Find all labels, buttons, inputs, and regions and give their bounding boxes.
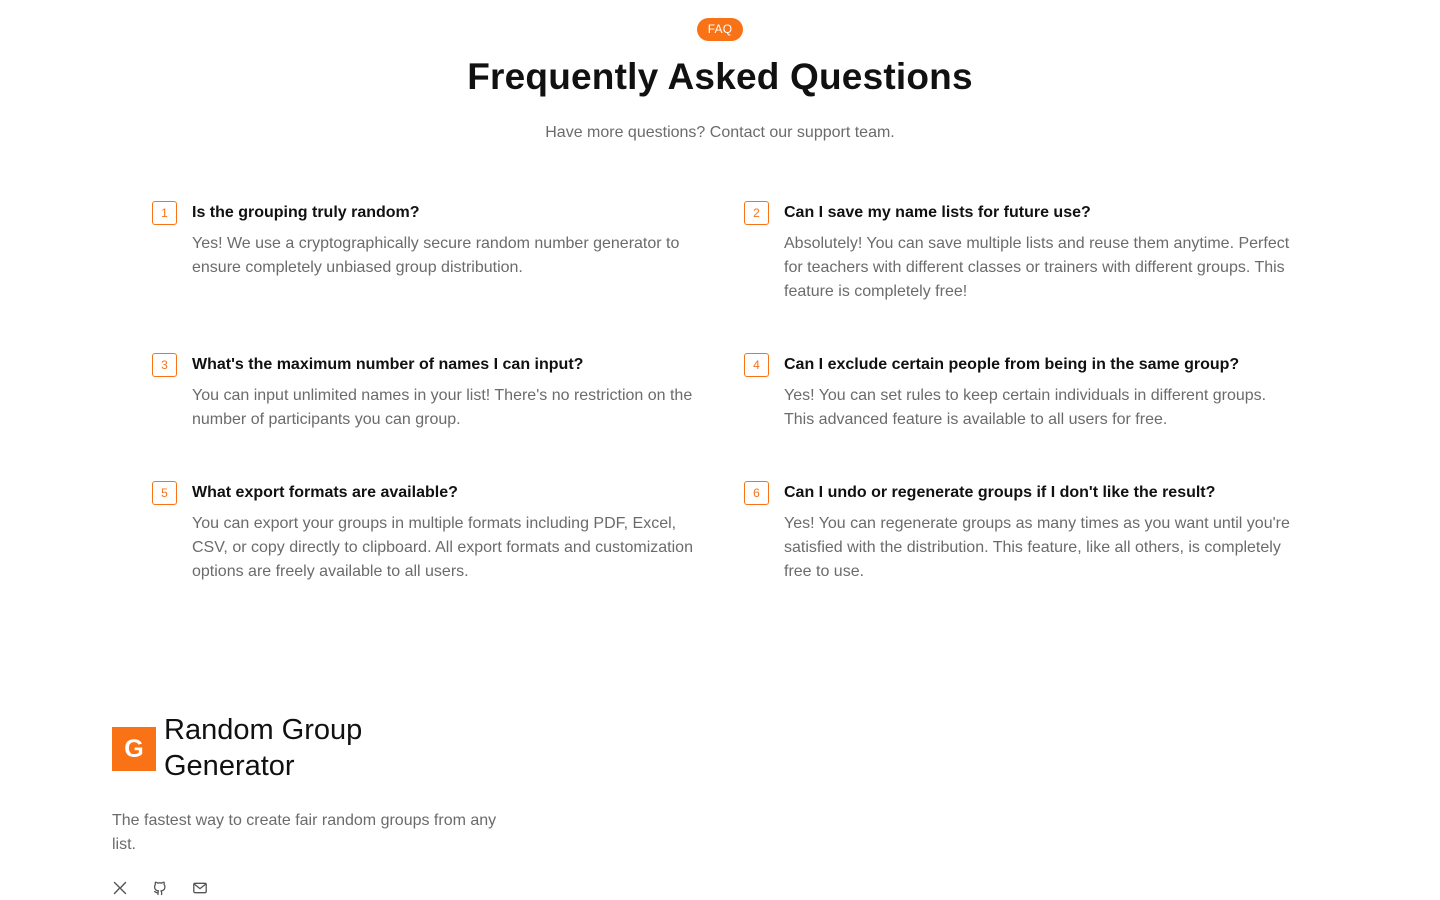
faq-question: Can I undo or regenerate groups if I don't like the result? [784,484,1216,501]
logo[interactable]: G [112,727,156,771]
faq-number-badge: 4 [744,353,769,377]
footer-tagline: The fastest way to create fair random groups from any list. [112,812,497,853]
faq-question: Can I exclude certain people from being in the same group? [784,356,1240,373]
brand-name[interactable]: Random Group Generator [164,714,363,782]
faq-answer: Yes! We use a cryptographically secure random number generator to ensure completely unbiased group distribution. [192,235,680,276]
social-links [112,880,208,900]
github-icon[interactable] [152,880,168,896]
faq-badge: FAQ [697,18,743,41]
faq-question: What export formats are available? [192,484,458,501]
faq-answer: Absolutely! You can save multiple lists and reuse them anytime. Perfect for teachers with different classes or trainers with different groups. This feature is completely free! [784,235,1290,300]
x-twitter-icon[interactable] [112,880,128,896]
faq-number-badge: 2 [744,201,769,225]
faq-number-badge: 5 [152,481,177,505]
faq-question: Can I save my name lists for future use? [784,204,1091,221]
faq-title: Frequently Asked Questions [467,56,973,97]
faq-subtitle: Have more questions? Contact our support team. [545,124,895,141]
faq-answer: Yes! You can regenerate groups as many times as you want until you're satisfied with the distribution. This feature, like all others, is completely free to use. [784,515,1290,580]
faq-answer: Yes! You can set rules to keep certain individuals in different groups. This advanced feature is available to all users for free. [784,387,1267,428]
faq-answer: You can input unlimited names in your list! There's no restriction on the number of participants you can group. [192,387,693,428]
faq-number-badge: 1 [152,201,177,225]
faq-number-badge: 6 [744,481,769,505]
mail-icon[interactable] [192,880,208,896]
faq-number-badge: 3 [152,353,177,377]
faq-answer: You can export your groups in multiple formats including PDF, Excel, CSV, or copy directly to clipboard. All export formats and customization options are freely available to all users. [192,515,693,580]
faq-question: What's the maximum number of names I can input? [192,356,584,373]
faq-question: Is the grouping truly random? [192,204,420,221]
